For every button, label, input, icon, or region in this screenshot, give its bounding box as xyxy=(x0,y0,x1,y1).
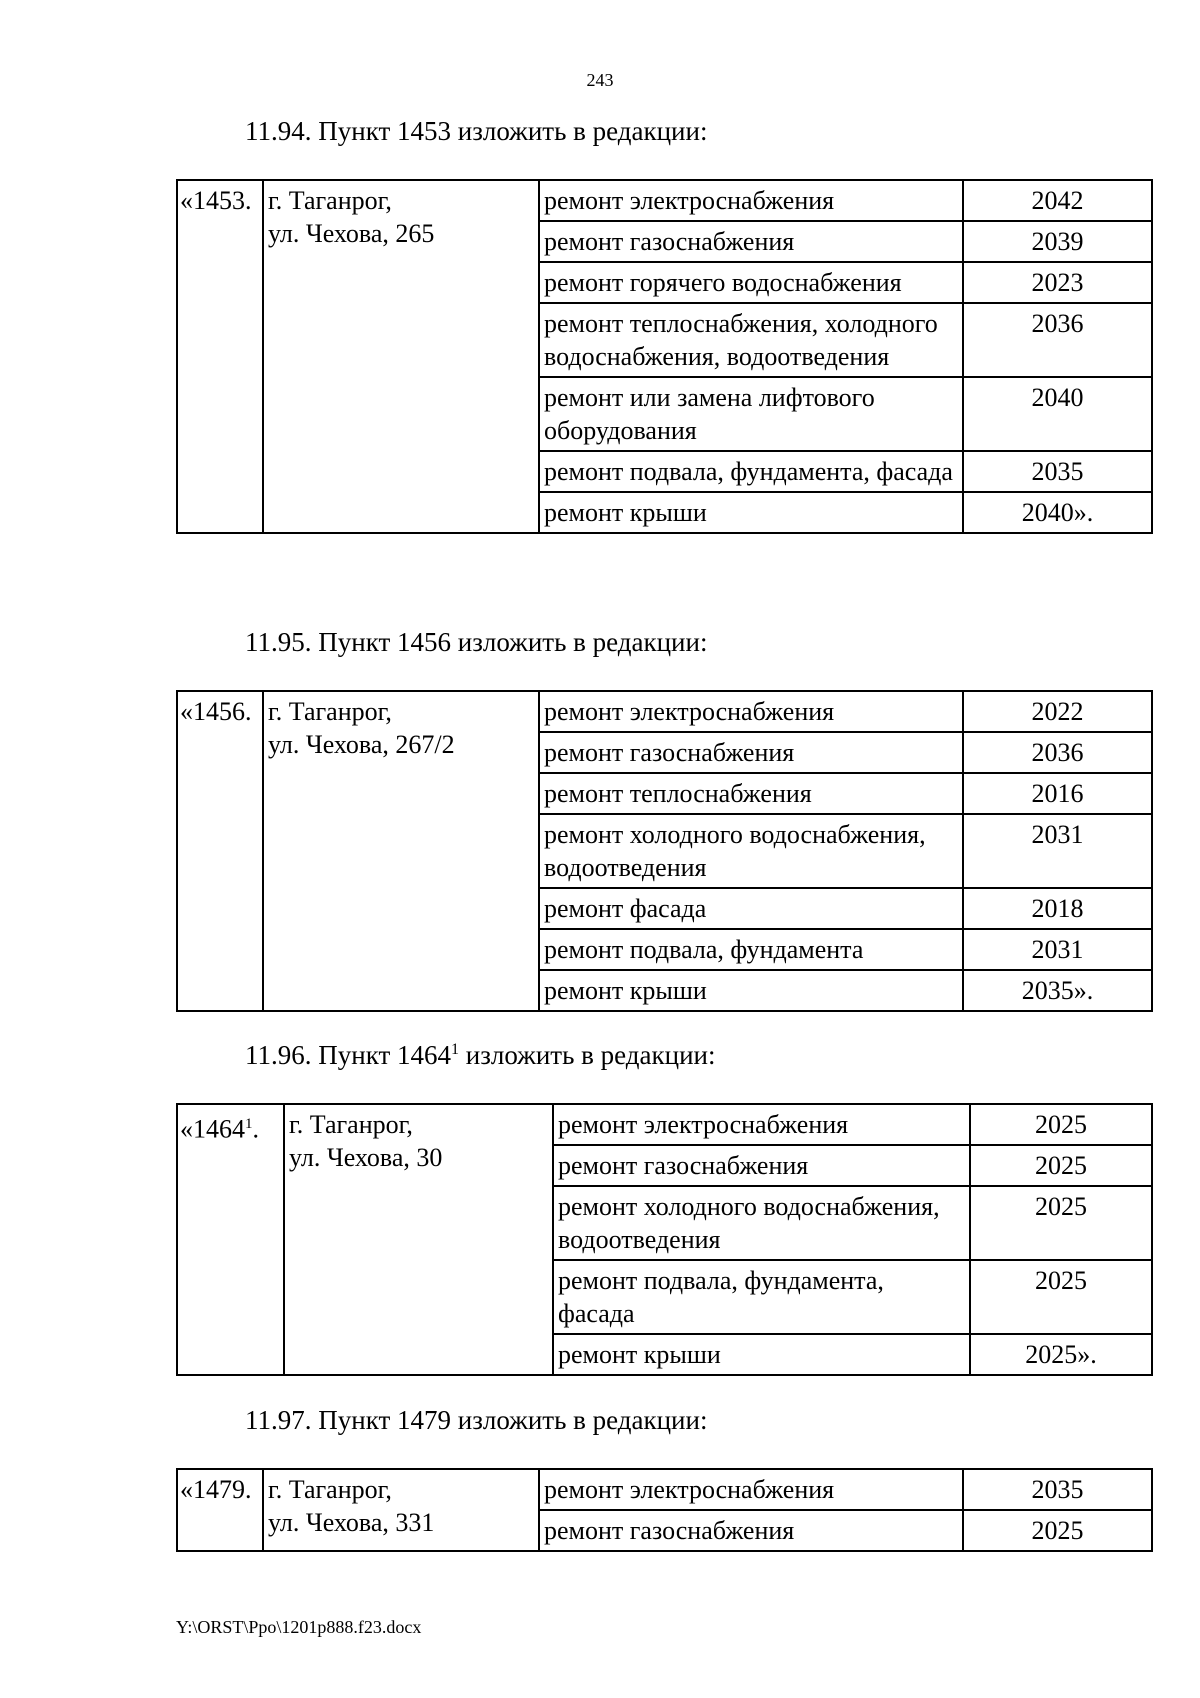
work-type: ремонт теплоснабжения, холодного водоснабжения, водоотведения xyxy=(539,303,963,377)
address-cell xyxy=(263,180,539,533)
address-city: г. Таганрог, xyxy=(268,1475,392,1504)
page-number: 243 xyxy=(586,70,614,90)
work-type: ремонт газоснабжения xyxy=(539,732,963,773)
work-year: 2025 xyxy=(963,1510,1152,1551)
amendment-table-1453 xyxy=(176,179,1153,534)
section-heading-1479: 11.97. Пункт 1479 изложить в редакции: xyxy=(245,1405,708,1435)
work-type: ремонт подвала, фундамента xyxy=(539,929,963,970)
work-year: 2035». xyxy=(963,970,1152,1011)
work-type: ремонт газоснабжения xyxy=(553,1145,970,1186)
work-year: 2036 xyxy=(963,303,1152,377)
address-city: г. Таганрог, xyxy=(268,697,392,726)
item-number: «1479. xyxy=(177,1469,263,1551)
work-type: ремонт холодного водоснабжения, водоотведения xyxy=(539,814,963,888)
superscript: 1 xyxy=(245,1116,253,1132)
work-type: ремонт газоснабжения xyxy=(539,1510,963,1551)
work-type: ремонт холодного водоснабжения, водоотведения xyxy=(553,1186,970,1260)
work-type: ремонт газоснабжения xyxy=(539,221,963,262)
address-street: ул. Чехова, 331 xyxy=(268,1508,435,1537)
superscript: 1 xyxy=(451,1041,460,1058)
work-type: ремонт электроснабжения xyxy=(553,1104,970,1145)
work-type: ремонт подвала, фундамента, фасада xyxy=(553,1260,970,1334)
work-year: 2025 xyxy=(970,1186,1152,1260)
work-type: ремонт крыши xyxy=(539,492,963,533)
address-street: ул. Чехова, 265 xyxy=(268,219,435,248)
address-city: г. Таганрог, xyxy=(289,1110,413,1139)
work-year: 2025 xyxy=(970,1260,1152,1334)
work-year: 2025 xyxy=(970,1145,1152,1186)
work-year: 2039 xyxy=(963,221,1152,262)
item-number: «1464$^1$. xyxy=(177,1104,284,1375)
address-city: г. Таганрог, xyxy=(268,186,392,215)
amendment-table-1456 xyxy=(176,690,1153,1012)
address-cell xyxy=(284,1104,553,1375)
work-year: 2035 xyxy=(963,1469,1152,1510)
section-heading-1456: 11.95. Пункт 1456 изложить в редакции: xyxy=(245,627,708,657)
heading-text: 11.96. Пункт 1464 xyxy=(245,1040,452,1070)
work-type: ремонт крыши xyxy=(539,970,963,1011)
work-year: 2031 xyxy=(963,814,1152,888)
work-type: ремонт электроснабжения xyxy=(539,180,963,221)
address-cell xyxy=(263,691,539,1011)
work-type: ремонт крыши xyxy=(553,1334,970,1375)
work-type: ремонт подвала, фундамента, фасада xyxy=(539,451,963,492)
work-year: 2025 xyxy=(970,1104,1152,1145)
work-year: 2040». xyxy=(963,492,1152,533)
table-row xyxy=(177,1469,1152,1510)
work-type: ремонт электроснабжения xyxy=(539,1469,963,1510)
table-row xyxy=(177,1104,1152,1145)
work-type: ремонт фасада xyxy=(539,888,963,929)
table-row xyxy=(177,180,1152,221)
work-year: 2035 xyxy=(963,451,1152,492)
work-type: ремонт теплоснабжения xyxy=(539,773,963,814)
section-heading-1453: 11.94. Пункт 1453 изложить в редакции: xyxy=(245,116,708,146)
work-type: ремонт электроснабжения xyxy=(539,691,963,732)
work-year: 2025». xyxy=(970,1334,1152,1375)
footer-file-path: Y:\ORST\Ppo\1201p888.f23.docx xyxy=(176,1617,422,1637)
work-year: 2018 xyxy=(963,888,1152,929)
item-number: «1453. xyxy=(177,180,263,533)
work-year: 2022 xyxy=(963,691,1152,732)
amendment-table-1464-1 xyxy=(176,1103,1153,1376)
amendment-table-1479 xyxy=(176,1468,1153,1552)
work-year: 2042 xyxy=(963,180,1152,221)
section-heading-1464-1 xyxy=(245,1040,715,1071)
work-year: 2023 xyxy=(963,262,1152,303)
work-year: 2036 xyxy=(963,732,1152,773)
address-cell xyxy=(263,1469,539,1551)
item-number: «1456. xyxy=(177,691,263,1011)
address-street: ул. Чехова, 30 xyxy=(289,1143,443,1172)
table-row xyxy=(177,691,1152,732)
work-year: 2040 xyxy=(963,377,1152,451)
work-type: ремонт горячего водоснабжения xyxy=(539,262,963,303)
address-street: ул. Чехова, 267/2 xyxy=(268,730,455,759)
work-year: 2031 xyxy=(963,929,1152,970)
work-year: 2016 xyxy=(963,773,1152,814)
work-type: ремонт или замена лифтового оборудования xyxy=(539,377,963,451)
heading-text: изложить в редакции: xyxy=(459,1040,716,1070)
